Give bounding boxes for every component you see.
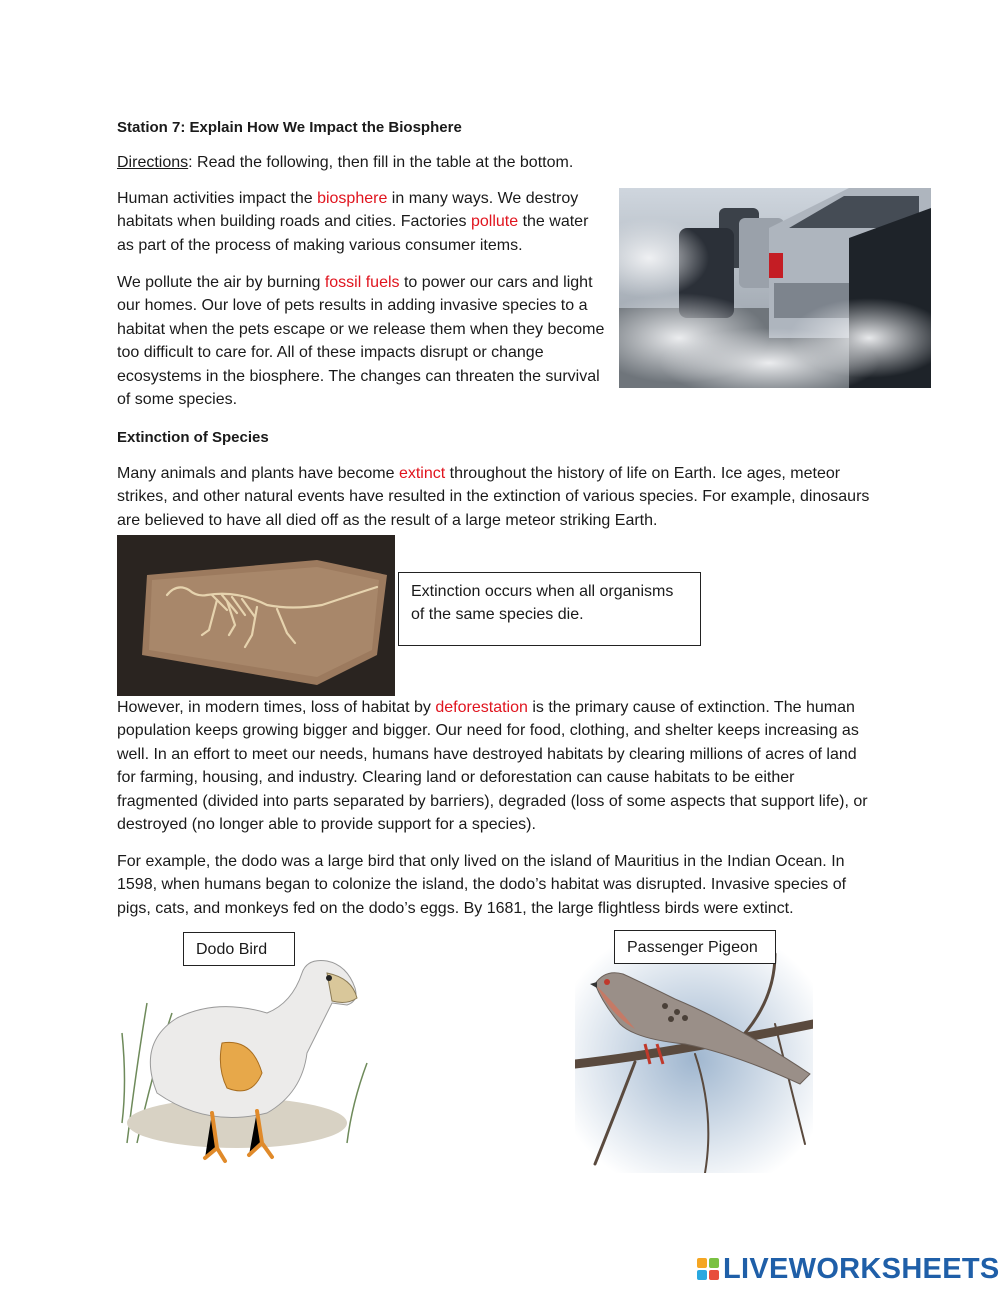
directions-text: : Read the following, then fill in the table at the bottom.: [188, 154, 574, 171]
liveworksheets-logo[interactable]: [697, 1252, 1000, 1286]
dodo-bird-image: [117, 943, 372, 1173]
logo-text: LIVEWORKSHEETS: [723, 1252, 1000, 1285]
heading-extinction: Extinction of Species: [117, 429, 269, 446]
keyword-extinct: extinct: [398, 465, 446, 482]
passenger-pigeon-image: [575, 944, 813, 1173]
para4-text-b: is the primary cause of extinction. The human population keeps growing bigger and bigger. Our need for food, clothing, and shelter keeps increasing as well. In an effort to meet our needs, humans have destroyed habitats by clearing millions of acres of land for farming, housing, and industry. Clearing land or deforestation can cause habitats to be either fragmented (divided into parts separated by barriers), degraded (loss of some aspects that support life), or destroyed (no longer able to provide support for a species).: [117, 699, 868, 834]
station-title: Station 7: Explain How We Impact the Biosphere: [117, 119, 462, 136]
directions: [117, 151, 573, 174]
para1-text-b: in many ways. We destroy habitats when building roads and cities. Factories: [117, 190, 579, 231]
para2-text-b: to power our cars and light our homes. Our love of pets results in adding invasive species to a habitat when the pets escape or we release them when they become too difficult to care for. All of these impacts disrupt or change ecosystems in the biosphere. The changes can threaten the survival of some species.: [117, 274, 605, 409]
para3-text-b: throughout the history of life on Earth. Ice ages, meteor strikes, and other natural events have resulted in the extinction of various species. For example, dinosaurs are believed to have all died off as the result of a large meteor striking Earth.: [117, 465, 870, 529]
para1-text-c: the water as part of the process of making various consumer items.: [117, 213, 589, 254]
keyword-biosphere: biosphere: [317, 190, 388, 207]
extinction-definition-box: Extinction occurs when all organisms of the same species die.: [398, 572, 701, 646]
passenger-pigeon-label: Passenger Pigeon: [614, 930, 776, 964]
logo-blocks-icon: [697, 1258, 719, 1280]
paragraph-deforestation: [117, 696, 877, 836]
paragraph-extinction-history: [117, 462, 877, 532]
keyword-deforestation: deforestation: [435, 699, 528, 716]
paragraph-pollution: [117, 271, 605, 411]
directions-label: Directions: [117, 154, 189, 171]
keyword-fossil-fuels: fossil fuels: [324, 274, 400, 291]
para3-text-a: Many animals and plants have become: [117, 465, 399, 482]
para4-text-a: However, in modern times, loss of habitat by: [117, 699, 436, 716]
paragraph-human-activities: [117, 187, 605, 257]
para1-text-a: Human activities impact the: [117, 190, 318, 207]
paragraph-dodo: For example, the dodo was a large bird that only lived on the island of Mauritius in the Indian Ocean. In 1598, when humans began to colonize the island, the dodo’s habitat was disrupted. Invasive species of pigs, cats, and monkeys fed on the dodo’s eggs. By 1681, the large flightless birds were extinct.: [117, 853, 847, 917]
dinosaur-fossil-photo: [117, 535, 395, 696]
dodo-bird-label: Dodo Bird: [183, 932, 295, 966]
para2-text-a: We pollute the air by burning: [117, 274, 325, 291]
traffic-pollution-photo: [619, 188, 931, 388]
keyword-pollute: pollute: [470, 213, 519, 231]
